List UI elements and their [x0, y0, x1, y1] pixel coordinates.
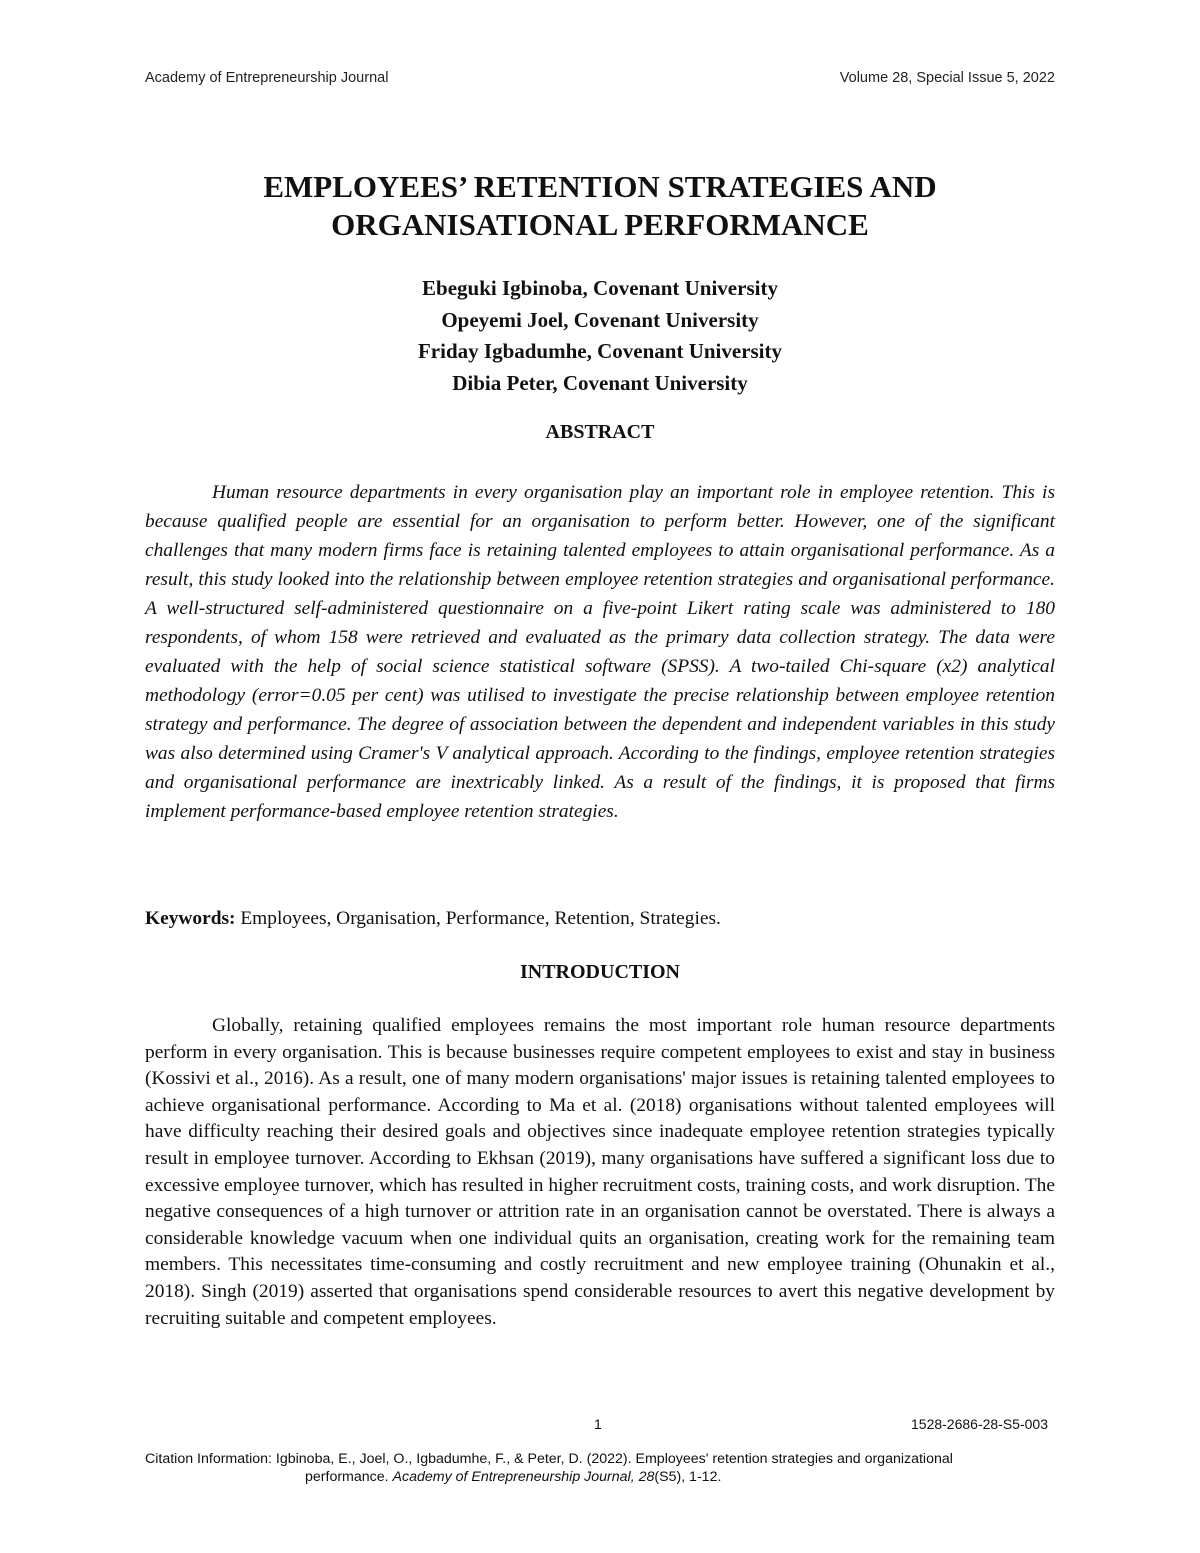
- running-header: [145, 70, 1055, 86]
- citation-journal: Academy of Entrepreneurship Journal, 28: [392, 1469, 655, 1485]
- introduction-heading: INTRODUCTION: [519, 961, 681, 983]
- keywords-list: Employees, Organisation, Performance, Retention, Strategies.: [235, 908, 721, 929]
- keywords-label: Keywords:: [145, 908, 236, 929]
- abstract-heading: ABSTRACT: [545, 421, 655, 443]
- author-list: [100, 273, 1100, 399]
- journal-name: Academy of Entrepreneurship Journal: [145, 70, 389, 86]
- introduction-text: Globally, retaining qualified employees remains the most important role human resource departments perform in every organisation. This is because businesses require competent employees to exist and stay in business (Kossivi et al., 2016). As a result, one of many modern organisations' major issues is retaining talented employees to achieve organisational performance. According to Ma et al. (2018) organisations without talented employees will have difficulty reaching their desired goals and objectives since inadequate employee retention strategies typically result in employee turnover. According to Ekhsan (2019), many organisations have suffered a significant loss due to excessive employee turnover, which has resulted in higher recruitment costs, training costs, and work disruption. The negative consequences of a high turnover or attrition rate in an organisation cannot be overstated. There is always a considerable knowledge vacuum when one individual quits an organisation, creating work for the remaining team members. This necessitates time-consuming and costly recruitment and new employee training (Ohunakin et al., 2018). Singh (2019) asserted that organisations spend considerable resources to avert this negative development by recruiting suitable and competent employees.: [145, 1015, 1055, 1329]
- article-id: 1528-2686-28-S5-003: [911, 1416, 1048, 1432]
- author: Dibia Peter, Covenant University: [452, 370, 748, 395]
- citation-line-2: [145, 1468, 1060, 1486]
- author: Friday Igbadumhe, Covenant University: [417, 339, 783, 363]
- author: Opeyemi Joel, Covenant University: [441, 307, 759, 332]
- citation-text-3: (S5), 1-12.: [654, 1469, 722, 1485]
- citation-text-1: Igbinoba, E., Joel, O., Igbadumhe, F., & Peter, D. (2022). Employees' retention strategies and organizational: [271, 1451, 953, 1467]
- author: Ebeguki Igbinoba, Covenant University: [422, 276, 778, 300]
- citation-information: [145, 1450, 1060, 1486]
- citation-label: Citation Information:: [145, 1451, 272, 1467]
- volume-info: Volume 28, Special Issue 5, 2022: [839, 70, 1055, 86]
- title-line-1: EMPLOYEES’ RETENTION STRATEGIES AND: [263, 169, 937, 204]
- title-line-2: ORGANISATIONAL PERFORMANCE: [331, 207, 869, 242]
- citation-text-2: performance.: [305, 1469, 393, 1485]
- paper-title: [100, 168, 1100, 244]
- page-number: 1: [594, 1416, 602, 1432]
- keywords: [145, 908, 1055, 930]
- abstract-text: Human resource departments in every organisation play an important role in employee retention. This is because qualified people are essential for an organisation to perform better. However, one of the significant challenges that many modern firms face is retaining talented employees to attain organisational performance. As a result, this study looked into the relationship between employee retention strategies and organisational performance. A well-structured self-administered questionnaire on a five-point Likert rating scale was administered to 180 respondents, of whom 158 were retrieved and evaluated as the primary data collection strategy. The data were evaluated with the help of social science statistical software (SPSS). A two-tailed Chi-square (x2) analytical methodology (error=0.05 per cent) was utilised to investigate the precise relationship between employee retention strategy and performance. The degree of association between the dependent and independent variables in this study was also determined using Cramer's V analytical approach. According to the findings, employee retention strategies and organisational performance are inextricably linked. As a result of the findings, it is proposed that firms implement performance-based employee retention strategies.: [145, 482, 1055, 822]
